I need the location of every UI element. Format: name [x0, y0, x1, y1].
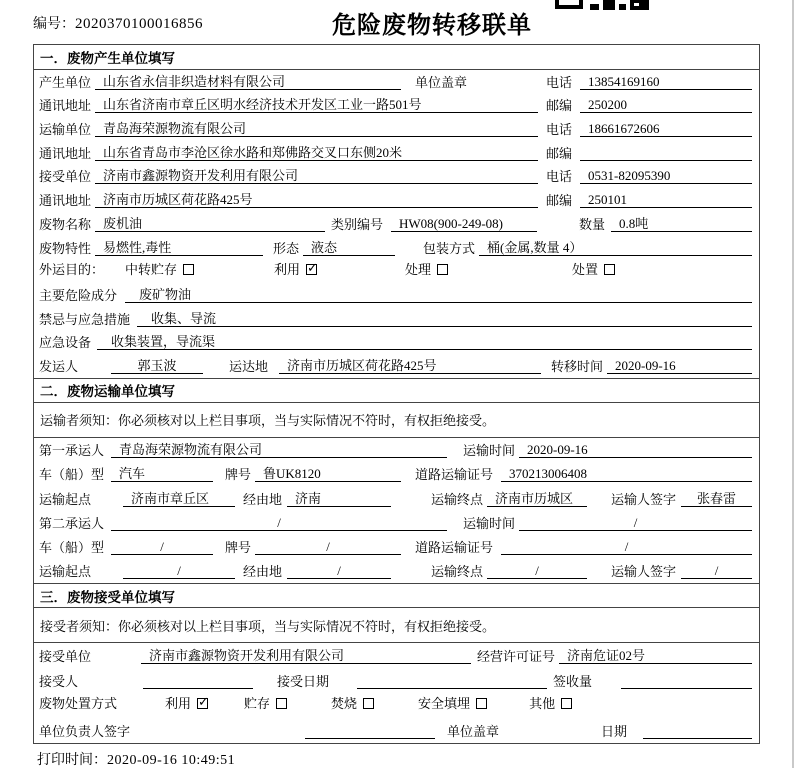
consignor-row	[34, 354, 759, 378]
transport-time-label: 运输时间	[463, 515, 516, 531]
checkbox-icon	[604, 264, 615, 275]
disposal-option-store	[244, 696, 287, 711]
option-label: 利用	[274, 261, 301, 277]
section-producer	[34, 45, 759, 378]
vehicle-type-label: 车（船）型	[39, 467, 105, 483]
road-permit-label: 道路运输证号	[415, 467, 494, 483]
received-qty-label: 签收量	[553, 674, 593, 690]
date-field	[643, 724, 752, 739]
section-transporter	[34, 378, 759, 583]
taboo-label: 禁忌与应急措施	[39, 311, 131, 327]
vehicle-row-2	[34, 535, 759, 559]
zip-field: 250101	[580, 192, 752, 208]
address-field: 济南市历城区荷花路425号	[95, 192, 538, 208]
plate-label: 牌号	[225, 467, 252, 483]
route-start-label: 运输起点	[39, 491, 92, 507]
producer-row	[34, 70, 759, 94]
disposal-option-landfill	[418, 696, 487, 711]
transporter-sign-field: 张春雷	[681, 491, 752, 507]
checkbox-icon	[437, 264, 448, 275]
route-via-label: 经由地	[243, 564, 283, 580]
disposal-method-row	[34, 693, 759, 718]
route-end-label: 运输终点	[431, 491, 484, 507]
acceptor-label: 接受人	[39, 674, 79, 690]
transport-time-label: 运输时间	[463, 443, 516, 459]
producer-address-row	[34, 94, 759, 118]
receiver-label: 接受单位	[39, 169, 92, 185]
option-label: 处理	[405, 261, 432, 277]
section-3-header: 三．废物接受单位填写	[34, 583, 759, 608]
vehicle-type-label: 车（船）型	[39, 539, 105, 555]
route-start-label: 运输起点	[39, 564, 92, 580]
transfer-time-label: 转移时间	[551, 358, 604, 374]
carrier-field: 青岛海荣源物流有限公司	[111, 442, 447, 458]
transport-time-field: 2020-09-16	[519, 442, 752, 458]
acceptor-row	[34, 668, 759, 693]
checkbox-icon	[276, 698, 287, 709]
form-state-label: 形态	[273, 240, 300, 256]
option-label: 其他	[529, 696, 556, 712]
transfer-time-field: 2020-09-16	[607, 358, 752, 374]
phone-label: 电话	[546, 74, 573, 90]
waste-character-row	[34, 236, 759, 260]
checkbox-icon	[363, 698, 374, 709]
zip-label: 邮编	[546, 98, 573, 114]
taboo-measures-row	[34, 307, 759, 331]
destination-label: 运达地	[229, 358, 269, 374]
accept-unit-field: 济南市鑫源物资开发利用有限公司	[141, 648, 471, 664]
transporter-sign-label: 运输人签字	[611, 564, 677, 580]
transporter-sign-label: 运输人签字	[611, 491, 677, 507]
transporter-notice: 运输者须知：你必须核对以上栏目事项，当与实际情况不符时，有权拒绝接受。	[34, 403, 759, 438]
responsible-sign-label: 单位负责人签字	[39, 724, 131, 740]
first-carrier-row	[34, 438, 759, 462]
document-header	[0, 0, 796, 44]
address-field: 山东省青岛市李沧区徐水路和郑佛路交叉口东侧20米	[95, 145, 538, 161]
permit-field: 济南危证02号	[559, 648, 752, 664]
address-label: 通讯地址	[39, 193, 92, 209]
vehicle-type-field: /	[111, 539, 213, 555]
consignor-label: 发运人	[39, 358, 79, 374]
transporter-sign-field: /	[681, 563, 752, 579]
checkbox-icon	[476, 698, 487, 709]
acceptor-field	[143, 674, 253, 689]
responsible-sign-field	[305, 724, 435, 739]
road-permit-label: 道路运输证号	[415, 539, 494, 555]
option-label: 焚烧	[331, 696, 358, 712]
purpose-option-use	[274, 262, 317, 277]
option-label: 中转贮存	[125, 261, 178, 277]
transporter-field: 青岛海荣源物流有限公司	[95, 121, 538, 137]
purpose-option-transfer-storage	[125, 262, 194, 277]
phone-label: 电话	[546, 169, 573, 185]
carrier-field: /	[111, 515, 447, 531]
responsible-sign-row	[34, 718, 759, 743]
equipment-label: 应急设备	[39, 335, 92, 351]
route-row-2	[34, 559, 759, 583]
consignor-field: 郭玉波	[111, 358, 203, 374]
checkbox-checked-icon	[306, 264, 317, 275]
transporter-label: 运输单位	[39, 122, 92, 138]
transporter-row	[34, 117, 759, 141]
section-receiver	[34, 583, 759, 743]
plate-field: 鲁UK8120	[255, 466, 401, 482]
checkbox-icon	[561, 698, 572, 709]
unit-seal-label: 单位盖章	[415, 74, 468, 90]
print-time-value: 2020-09-16 10:49:51	[107, 753, 236, 768]
disposal-option-use	[165, 696, 208, 711]
receiver-notice: 接受者须知：你必须核对以上栏目事项，当与实际情况不符时，有权拒绝接受。	[34, 608, 759, 643]
option-label: 处置	[572, 261, 599, 277]
emergency-equipment-row	[34, 331, 759, 355]
permit-label: 经营许可证号	[477, 649, 556, 665]
producer-field: 山东省永信非织造材料有限公司	[95, 74, 401, 90]
address-field: 山东省济南市章丘区明水经济技术开发区工业一路501号	[95, 97, 538, 113]
character-field: 易燃性,毒性	[95, 240, 263, 256]
route-start-field: /	[123, 563, 235, 579]
vehicle-row	[34, 462, 759, 486]
zip-label: 邮编	[546, 193, 573, 209]
road-permit-field: /	[501, 539, 752, 555]
disposal-label: 废物处置方式	[39, 696, 118, 712]
route-row	[34, 486, 759, 510]
accept-date-field	[357, 674, 547, 689]
receiver-address-row	[34, 188, 759, 212]
category-field: HW08(900-249-08)	[391, 216, 537, 232]
print-time-label: 打印时间：	[37, 753, 107, 768]
phone-field: 0531-82095390	[580, 168, 752, 184]
window-border	[792, 0, 794, 768]
packing-label: 包装方式	[423, 240, 476, 256]
disposal-option-incinerate	[331, 696, 374, 711]
disposal-option-other	[529, 696, 572, 711]
character-label: 废物特性	[39, 240, 92, 256]
zip-label: 邮编	[546, 145, 573, 161]
plate-label: 牌号	[225, 539, 252, 555]
carrier-label: 第二承运人	[39, 515, 105, 531]
zip-field: 250200	[580, 97, 752, 113]
hazard-label: 主要危险成分	[39, 287, 118, 303]
serial-number	[33, 13, 203, 33]
option-label: 贮存	[244, 696, 271, 712]
second-carrier-row	[34, 511, 759, 535]
purpose-option-treat	[405, 262, 448, 277]
hazard-field: 废矿物油	[125, 287, 752, 303]
route-end-label: 运输终点	[431, 564, 484, 580]
serial-label: 编号：	[33, 17, 75, 32]
received-qty-field	[621, 674, 752, 689]
purpose-row	[34, 260, 759, 284]
category-label: 类别编号	[331, 216, 384, 232]
equipment-field: 收集装置，导流渠	[97, 334, 752, 350]
form-table	[33, 44, 760, 744]
form-state-field: 液态	[303, 240, 395, 256]
option-label: 安全填埋	[418, 696, 471, 712]
route-via-label: 经由地	[243, 491, 283, 507]
waste-name-row	[34, 212, 759, 236]
transport-time-field: /	[519, 515, 752, 531]
address-label: 通讯地址	[39, 145, 92, 161]
address-label: 通讯地址	[39, 98, 92, 114]
packing-field: 桶(金属,数量 4）	[479, 240, 752, 256]
plate-field: /	[255, 539, 401, 555]
route-end-field: 济南市历城区	[487, 491, 587, 507]
section-1-header: 一．废物产生单位填写	[34, 45, 759, 70]
route-via-field: /	[287, 563, 391, 579]
quantity-label: 数量	[579, 216, 606, 232]
page-title: 危险废物转移联单	[332, 12, 532, 39]
quantity-field: 0.8吨	[611, 216, 752, 232]
road-permit-field: 370213006408	[501, 466, 752, 482]
phone-field: 18661672606	[580, 121, 752, 137]
purpose-option-dispose	[572, 262, 615, 277]
vehicle-type-field: 汽车	[111, 466, 213, 482]
phone-field: 13854169160	[580, 74, 752, 90]
accept-unit-row	[34, 643, 759, 668]
unit-seal-label: 单位盖章	[447, 724, 500, 740]
print-time	[37, 749, 235, 769]
transporter-address-row	[34, 141, 759, 165]
zip-field	[580, 146, 752, 161]
taboo-field: 收集、导流	[137, 311, 752, 327]
waste-name-field: 废机油	[95, 216, 325, 232]
route-via-field: 济南	[287, 491, 391, 507]
serial-value: 2020370100016856	[75, 16, 203, 32]
route-end-field: /	[487, 563, 587, 579]
carrier-label: 第一承运人	[39, 443, 105, 459]
receiver-row	[34, 165, 759, 189]
phone-label: 电话	[546, 122, 573, 138]
section-2-header: 二．废物运输单位填写	[34, 378, 759, 403]
receiver-field: 济南市鑫源物资开发利用有限公司	[95, 168, 538, 184]
checkbox-checked-icon	[197, 698, 208, 709]
date-label: 日期	[601, 724, 628, 740]
qr-code-partial-icon	[555, 0, 649, 10]
checkbox-icon	[183, 264, 194, 275]
route-start-field: 济南市章丘区	[123, 491, 235, 507]
destination-field: 济南市历城区荷花路425号	[279, 358, 541, 374]
producer-label: 产生单位	[39, 74, 92, 90]
hazard-component-row	[34, 283, 759, 307]
accept-unit-label: 接受单位	[39, 649, 92, 665]
purpose-label: 外运目的：	[39, 261, 105, 277]
accept-date-label: 接受日期	[277, 674, 330, 690]
option-label: 利用	[165, 696, 192, 712]
waste-name-label: 废物名称	[39, 216, 92, 232]
